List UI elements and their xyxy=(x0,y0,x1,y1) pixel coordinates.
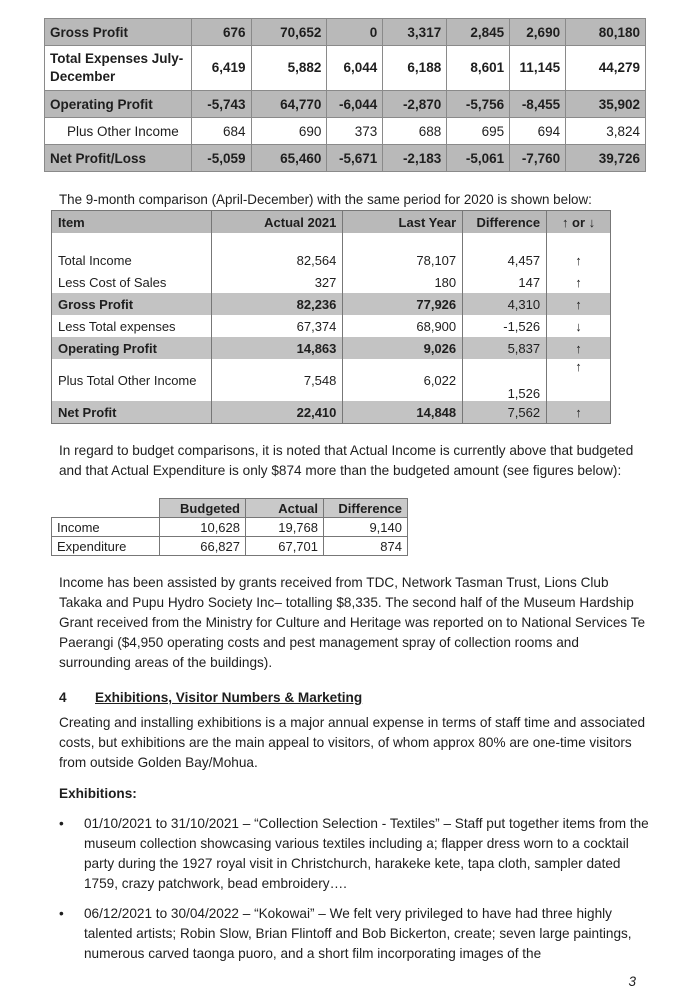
table-row: Total Income 82,564 78,107 4,457 ↑ xyxy=(52,249,611,271)
trend-arrow-icon: ↑ xyxy=(547,293,611,315)
nine-month-comparison-table xyxy=(51,210,611,424)
trend-arrow-icon: ↓ xyxy=(547,315,611,337)
section-title: Exhibitions, Visitor Numbers & Marketing xyxy=(95,690,363,705)
exhibitions-paragraph: Creating and installing exhibitions is a major annual expense in terms of staff time and associated costs, but exhibitions are the main appeal to visitors, of whom approx 80% are one-time visitors from outside Golden Bay/Mohua. xyxy=(59,715,646,770)
table-header-row: Item Actual 2021 Last Year Difference ↑ or ↓ xyxy=(52,211,611,234)
income-paragraph: Income has been assisted by grants received from TDC, Network Tasman Trust, Lions Club Takaka and Pupu Hydro Society Inc– totalling $8,335. The second half of the Museum Hardship Grant received from the Ministry for Culture and Heritage was reported on to National Services Te Paerangi ($4,950 operating costs and pest management spray of collection rooms and surrounding areas of the buildings). xyxy=(59,575,646,670)
table-header-row: Budgeted Actual Difference xyxy=(52,499,408,518)
table-row: Operating Profit -5,743 64,770 -6,044 -2,870 -5,756 -8,455 35,902 xyxy=(45,91,646,118)
table-row: Expenditure 66,827 67,701 874 xyxy=(52,537,408,556)
table-row: Less Total expenses 67,374 68,900 -1,526 ↓ xyxy=(52,315,611,337)
trend-arrow-icon: ↑ xyxy=(547,337,611,359)
budget-comparison-table xyxy=(51,498,408,556)
table-row: Less Cost of Sales 327 180 147 ↑ xyxy=(52,271,611,293)
budget-intro: In regard to budget comparisons, it is noted that Actual Income is currently above that budgeted and that Actual Expenditure is only $874 more than the budgeted amount (see figures below): xyxy=(59,443,634,478)
table-row: Net Profit 22,410 14,848 7,562 ↑ xyxy=(52,401,611,424)
section-heading xyxy=(59,688,363,708)
table-row: Total Expenses July-December 6,419 5,882 6,044 6,188 8,601 11,145 44,279 xyxy=(45,46,646,91)
trend-arrow-icon: ↑ xyxy=(547,249,611,271)
trend-arrow-icon: ↑ xyxy=(547,359,611,401)
table-row: Net Profit/Loss -5,059 65,460 -5,671 -2,183 -5,061 -7,760 39,726 xyxy=(45,145,646,172)
section-number: 4 xyxy=(59,690,67,705)
list-item: • 01/10/2021 to 31/10/2021 – “Collection Selection - Textiles” – Staff put together items from the museum collection showcasing various textiles including a; flapper dress worn to a cocktail party during the 1927 royal visit in Christchurch, harakeke kete, tapa cloth, sampler dated 1759, crazy patchwork, bead embroidery…. xyxy=(59,816,649,891)
table-row: Plus Total Other Income 7,548 6,022 1,526 ↑ xyxy=(52,359,611,401)
bullet-icon: • xyxy=(59,906,64,921)
table-row: Gross Profit 82,236 77,926 4,310 ↑ xyxy=(52,293,611,315)
table-row: Operating Profit 14,863 9,026 5,837 ↑ xyxy=(52,337,611,359)
table-row: Plus Other Income 684 690 373 688 695 694 3,824 xyxy=(45,118,646,145)
table-row: Income 10,628 19,768 9,140 xyxy=(52,518,408,537)
exhibitions-heading: Exhibitions: xyxy=(59,786,137,801)
comparison-intro: The 9-month comparison (April-December) with the same period for 2020 is shown below: xyxy=(59,192,592,207)
monthly-profit-table xyxy=(44,18,646,172)
table-row: Gross Profit 676 70,652 0 3,317 2,845 2,690 80,180 xyxy=(45,19,646,46)
trend-arrow-icon: ↑ xyxy=(547,271,611,293)
page-number: 3 xyxy=(628,974,636,989)
bullet-icon: • xyxy=(59,816,64,831)
list-item: • 06/12/2021 to 30/04/2022 – “Kokowai” – We felt very privileged to have had three highly talented artists; Robin Slow, Brian Flintoff and Bob Bickerton, create; seven large paintings, numerous carved taonga puoro, and a short film incorporating images of the xyxy=(59,906,632,961)
trend-arrow-icon: ↑ xyxy=(547,401,611,424)
